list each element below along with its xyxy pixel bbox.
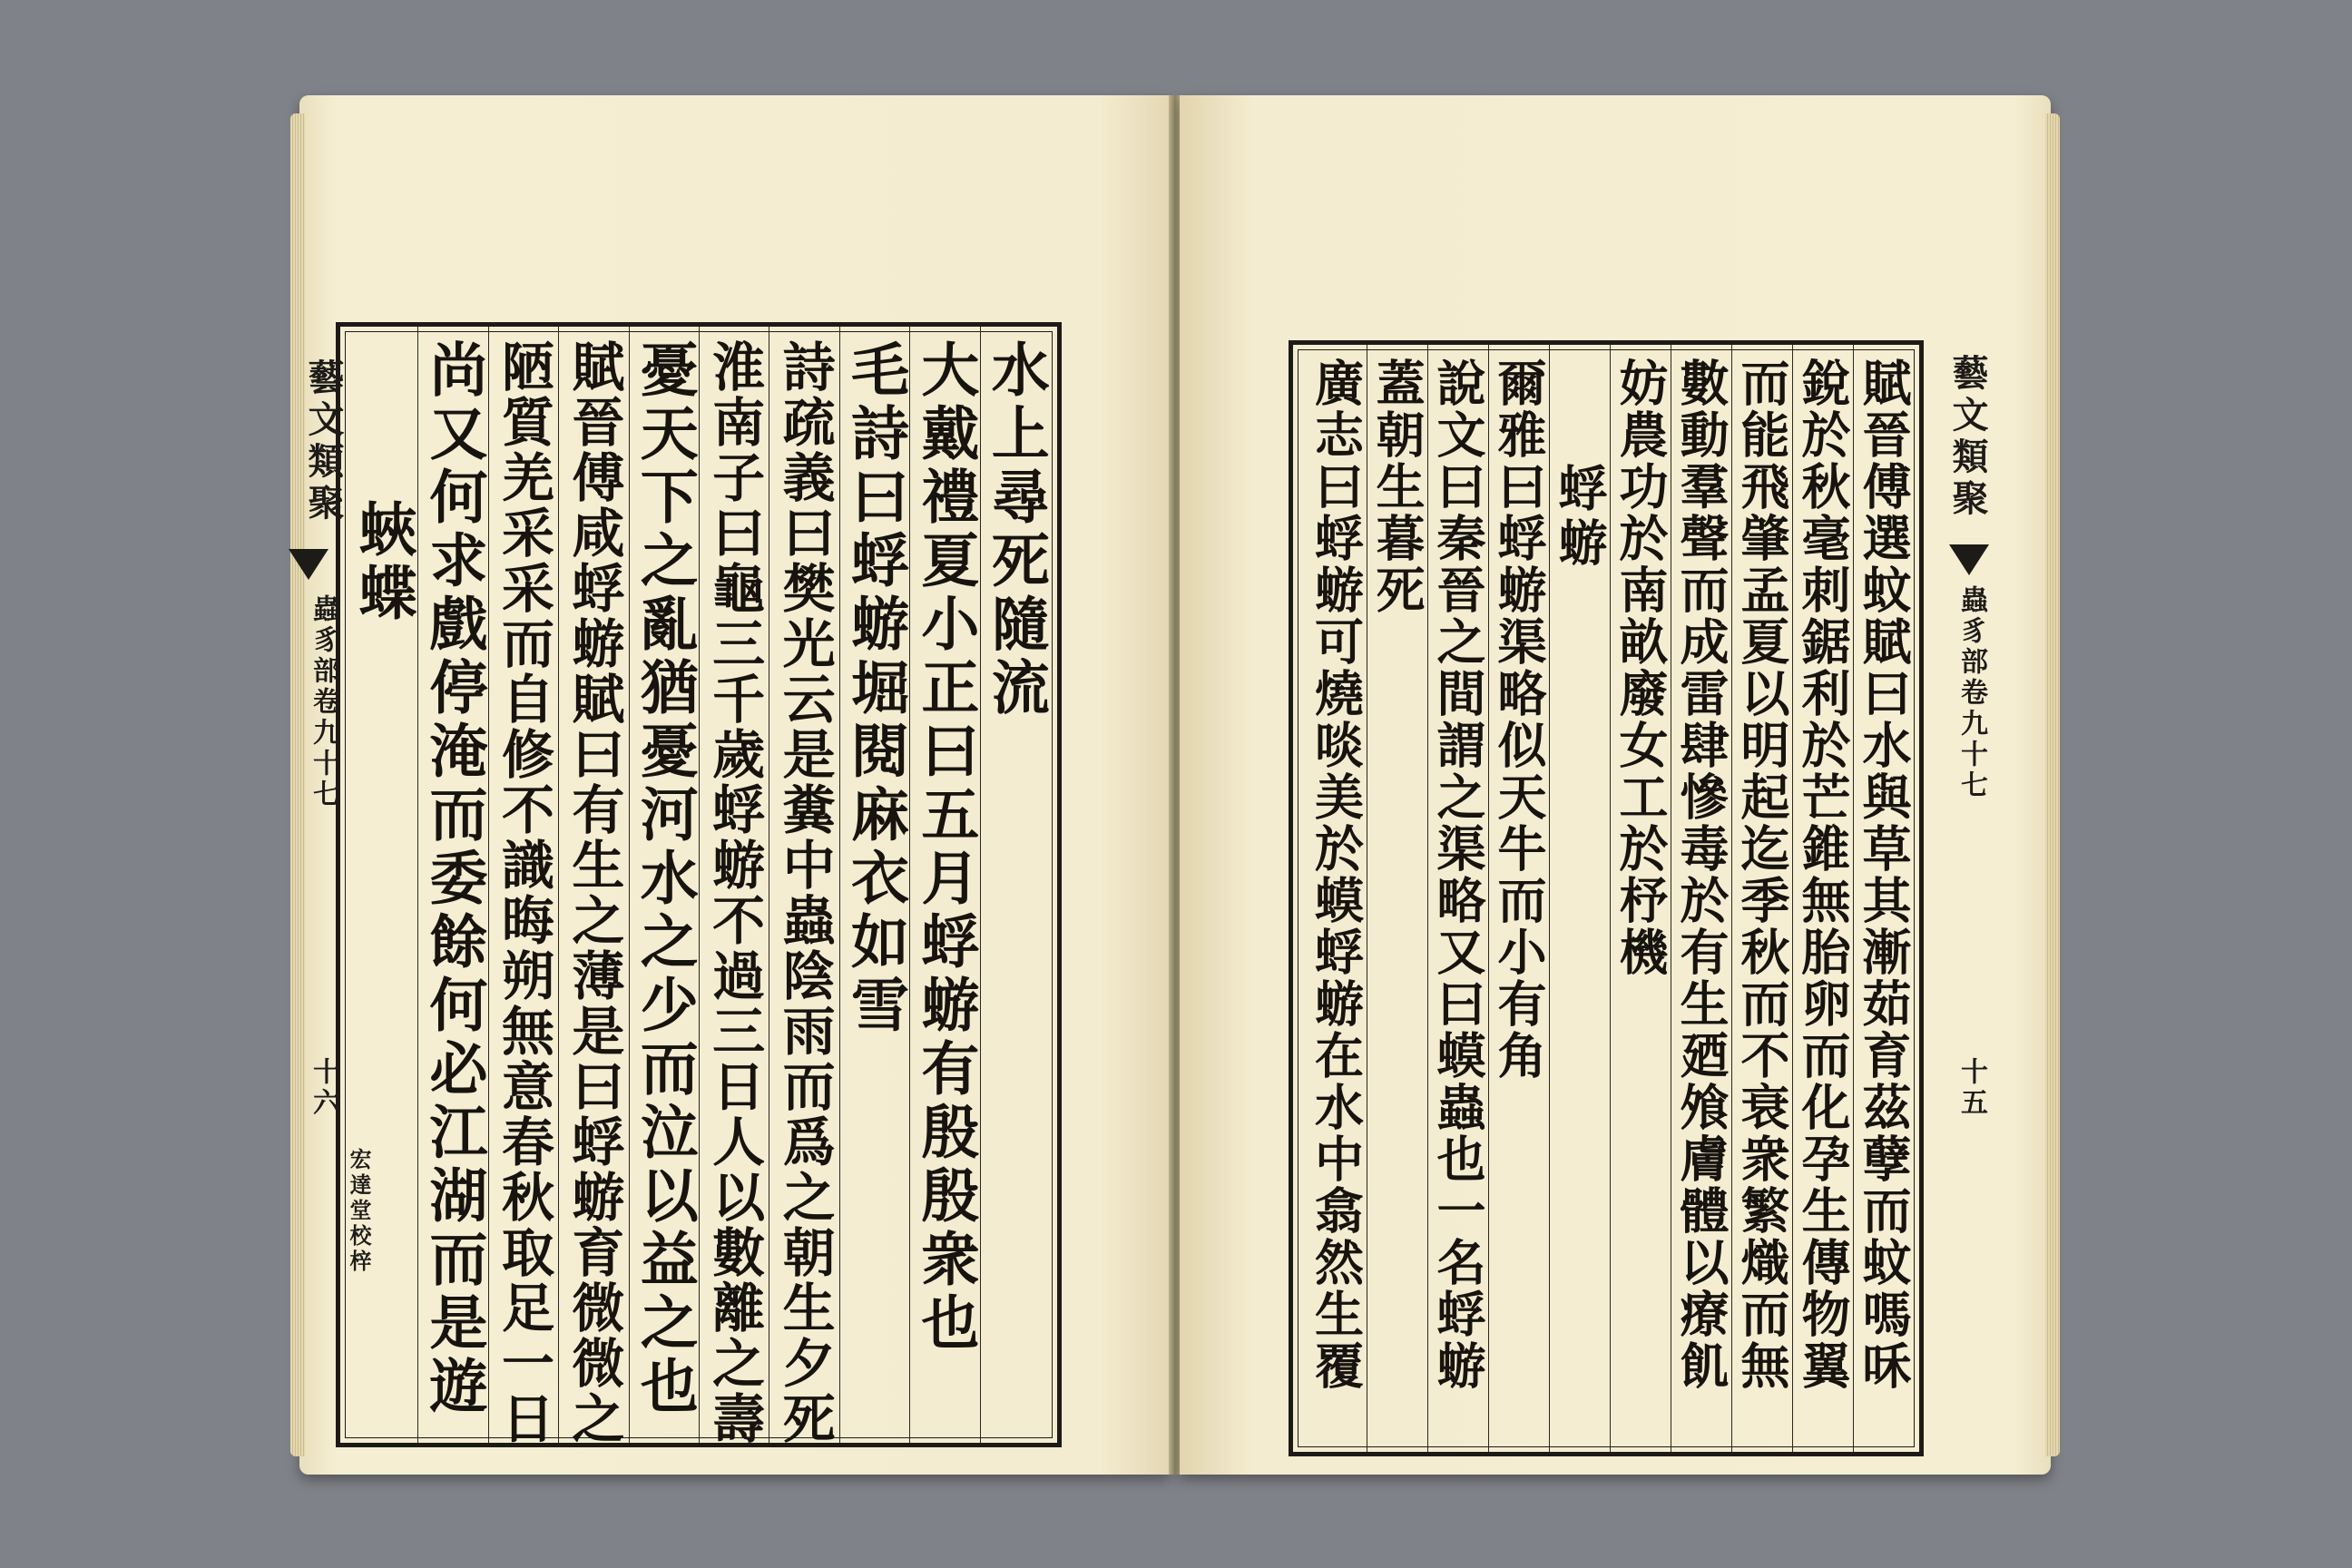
column-text: 詩疏義曰樊光云是糞中蟲陰雨而爲之朝生夕死 <box>773 339 836 1446</box>
column-text: 廣志曰蜉蝣可燒啖美於蟆蜉蝣在水中翕然生覆 <box>1307 358 1366 1392</box>
column-text: 陋質羌采采而自修不識晦朔無意春秋取足一日 <box>492 339 554 1446</box>
section-heading-column <box>1549 345 1610 1452</box>
text-column <box>980 327 1050 1443</box>
left-page <box>299 95 1171 1475</box>
page-edge-right <box>2045 113 2060 1456</box>
column-text: 而能飛肇孟夏以明起迄季秋而不衰衆繁熾而無 <box>1733 358 1791 1392</box>
left-margin-title: 藝文類聚 <box>302 358 345 525</box>
column-text: 大戴禮夏小正曰五月蜉蝣有殷殷衆也 <box>911 339 980 1356</box>
left-text-columns <box>348 327 1050 1446</box>
column-text: 銳於秋毫刺鋸利於芒錐無胎卵而化孕生傳物翼 <box>1794 358 1852 1392</box>
column-text: 淮南子曰龜三千歲蜉蝣不過三日人以數離之壽 <box>703 339 766 1446</box>
column-text: 數動羣聲而成雷肆慘毒於有生廼飧膚體以療飢 <box>1672 358 1730 1392</box>
right-page <box>1180 95 2051 1475</box>
column-text: 妨農功於南畝廢女工於杼機 <box>1612 358 1670 978</box>
fish-tail-mark <box>289 549 328 580</box>
text-column <box>839 327 909 1443</box>
text-column <box>488 327 558 1446</box>
column-text: 尚又何求戲停淹而委餘何必江湖而是遊 <box>419 339 488 1419</box>
right-text-frame <box>1289 340 1924 1456</box>
left-margin-section: 蟲豸部卷九十七 <box>308 594 339 810</box>
text-column <box>1853 345 1914 1452</box>
left-margin-studio: 宏達堂校梓 <box>346 1148 372 1275</box>
text-column <box>1427 345 1488 1452</box>
text-column <box>1367 345 1427 1452</box>
column-text: 憂天下之亂猶憂河水之少而泣以益之也 <box>630 339 699 1419</box>
left-text-frame <box>336 322 1062 1447</box>
right-margin-title: 藝文類聚 <box>1946 354 1989 521</box>
column-text: 蓋朝生暮死 <box>1368 358 1426 616</box>
column-text: 說文曰秦晉之間謂之渠略又曰蟆蟲也一名蜉蝣 <box>1429 358 1487 1392</box>
section-heading-column <box>348 327 417 1443</box>
text-column <box>629 327 699 1443</box>
fish-tail-mark <box>1949 544 1989 575</box>
text-column <box>1671 345 1731 1452</box>
section-heading: 蜉蝣 <box>1551 463 1609 572</box>
text-column <box>1792 345 1853 1452</box>
text-column <box>699 327 769 1446</box>
column-text: 賦晉傅咸蜉蝣賦曰有生之薄是曰蜉蝣育微微之 <box>563 339 625 1446</box>
open-book <box>299 95 2051 1484</box>
text-column <box>417 327 487 1443</box>
section-heading: 蛺蝶 <box>348 499 417 626</box>
text-column <box>558 327 628 1446</box>
right-margin-page-number: 十五 <box>1955 1057 1987 1119</box>
right-margin-section: 蟲豸部卷九十七 <box>1955 585 1987 801</box>
text-column <box>1610 345 1671 1452</box>
text-column <box>1306 345 1367 1452</box>
column-text: 水上尋死隨流 <box>981 339 1050 720</box>
column-text: 爾雅曰蜉蝣渠略似天牛而小有角 <box>1490 358 1548 1082</box>
text-column <box>1488 345 1549 1452</box>
left-margin-page-number: 十六 <box>308 1057 339 1119</box>
text-column <box>1731 345 1792 1452</box>
text-column <box>909 327 979 1443</box>
text-column <box>769 327 838 1446</box>
column-text: 賦晉傅選蚊賦曰水與草其漸茹育茲孽而蚊嗎咊 <box>1855 358 1913 1392</box>
column-text: 毛詩曰蜉蝣堀閱麻衣如雪 <box>840 339 909 1038</box>
right-text-columns <box>1298 345 1914 1452</box>
